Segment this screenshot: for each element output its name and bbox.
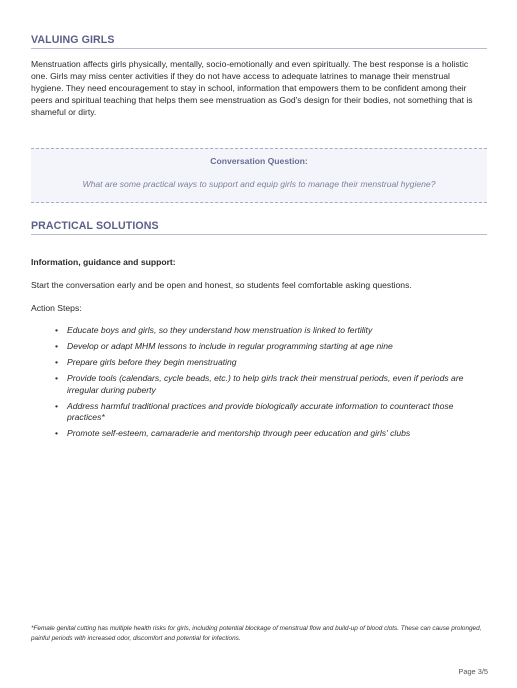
bullet-icon: • [55, 400, 59, 411]
bullet-icon: • [55, 340, 59, 351]
list-item-text: Develop or adapt MHM lessons to include in regular programming starting at age nine [67, 340, 393, 351]
conversation-question-title: Conversation Question: [210, 156, 308, 166]
conversation-question-text: What are some practical ways to support and equip girls to manage their menstrual hygiene? [82, 179, 436, 189]
valuing-girls-heading: VALUING GIRLS [31, 34, 487, 49]
list-item [55, 401, 487, 425]
list-item-text: Educate boys and girls, so they understand how menstruation is linked to fertility [67, 325, 373, 335]
footnote: *Female genital cutting has multiple health risks for girls, including potential blockage of menstrual flow and build-up of blood clots. These can cause prolonged, painful periods with increased odor, discomfort and potential for infections. [31, 625, 482, 642]
conversation-callout [31, 148, 487, 203]
bullet-icon: • [55, 356, 59, 367]
intro-paragraph: Start the conversation early and be open and honest, so students feel comfortable asking questions. [31, 280, 412, 290]
list-item-text: Provide tools (calendars, cycle beads, etc.) to help girls track their menstrual periods, even if periods are irregular during puberty [67, 372, 464, 395]
list-item-text: Promote self-esteem, camaraderie and mentorship through peer education and girls' clubs [67, 428, 411, 439]
list-item [55, 325, 487, 337]
list-item [55, 341, 487, 353]
action-steps-label: Action Steps: [31, 303, 82, 313]
bullet-icon: • [55, 372, 59, 383]
list-item [55, 373, 487, 397]
bullet-icon: • [55, 428, 59, 439]
guidance-subheading: Information, guidance and support: [31, 257, 176, 267]
page-number: Page 3/5 [458, 667, 488, 676]
list-item-text: Address harmful traditional practices and provide biologically accurate information to counteract those practices* [67, 400, 454, 423]
list-item-text: Prepare girls before they begin menstruating [67, 356, 237, 367]
bullet-icon: • [55, 325, 59, 335]
action-steps-list [55, 325, 487, 444]
list-item [55, 428, 487, 440]
list-item [55, 357, 487, 369]
practical-solutions-heading: PRACTICAL SOLUTIONS [31, 220, 487, 235]
valuing-girls-paragraph: Menstruation affects girls physically, mentally, socio-emotionally and even spiritually. The best response is a holistic one. Girls may miss center activities if they do not have access to adequate latrines to manage their menstrual hygiene. They need encouragement to stay in school, information that empowers them to be confident among their peers and spiritual teaching that helps them see menstruation as God's design for their bodies, not something that is shameful or dirty. [31, 59, 473, 118]
